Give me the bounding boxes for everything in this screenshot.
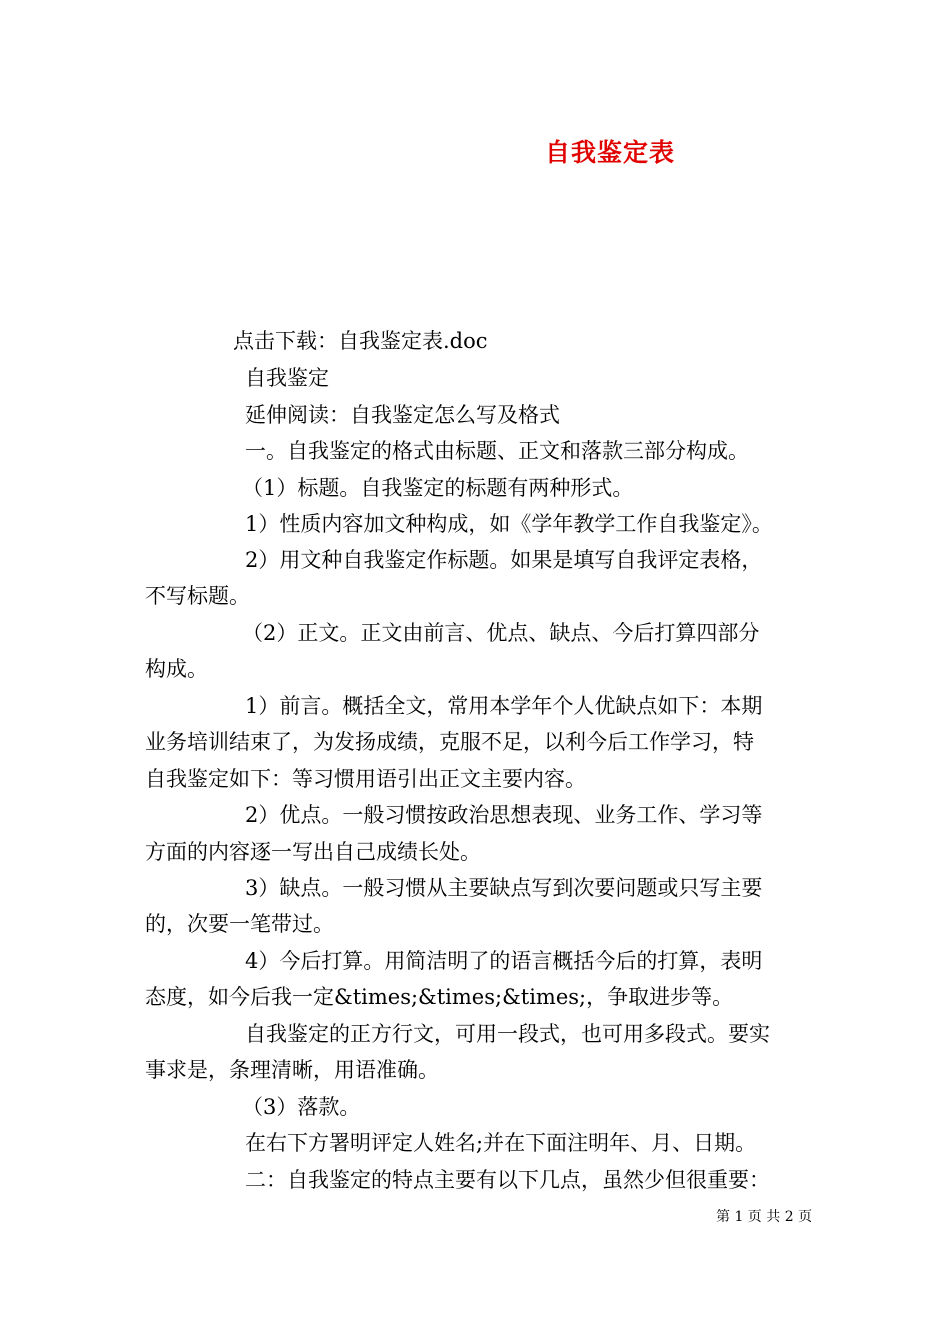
text-line: （1）标题。自我鉴定的标题有两种形式。 bbox=[242, 476, 634, 500]
text-line: 1）性质内容加文种构成，如《学年教学工作自我鉴定》。 bbox=[245, 512, 773, 536]
text-line: 1）前言。概括全文，常用本学年个人优缺点如下：本期 bbox=[245, 694, 763, 718]
document-title: 自我鉴定表 bbox=[544, 138, 675, 167]
text-line: 方面的内容逐一写出自己成绩长处。 bbox=[145, 840, 481, 864]
text-line: （3）落款。 bbox=[242, 1095, 361, 1119]
text-line: 自我鉴定 bbox=[245, 366, 329, 390]
text-line: （2）正文。正文由前言、优点、缺点、今后打算四部分 bbox=[242, 621, 760, 645]
text-line: 不写标题。 bbox=[145, 584, 250, 608]
text-line: 3）缺点。一般习惯从主要缺点写到次要问题或只写主要 bbox=[245, 876, 763, 900]
text-line: 4）今后打算。用简洁明了的语言概括今后的打算，表明 bbox=[245, 949, 763, 973]
text-line: 事求是，条理清晰，用语准确。 bbox=[145, 1058, 439, 1082]
text-line: 自我鉴定的正方行文，可用一段式，也可用多段式。要实 bbox=[245, 1022, 770, 1046]
page-footer: 第 1 页 共 2 页 bbox=[716, 1209, 813, 1225]
text-line: 自我鉴定如下：等习惯用语引出正文主要内容。 bbox=[145, 767, 586, 791]
text-line: 2）优点。一般习惯按政治思想表现、业务工作、学习等 bbox=[245, 803, 763, 827]
text-line: 的，次要一笔带过。 bbox=[145, 912, 334, 936]
text-line: 点击下载：自我鉴定表.doc bbox=[233, 329, 488, 353]
text-line: 在右下方署明评定人姓名;并在下面注明年、月、日期。 bbox=[245, 1131, 757, 1155]
text-line: 构成。 bbox=[145, 657, 208, 681]
text-line: 一。自我鉴定的格式由标题、正文和落款三部分构成。 bbox=[245, 439, 749, 463]
text-line: 延伸阅读：自我鉴定怎么写及格式 bbox=[245, 403, 560, 427]
text-line: 业务培训结束了，为发扬成绩，克服不足，以利今后工作学习，特 bbox=[145, 730, 754, 754]
text-line: 二：自我鉴定的特点主要有以下几点，虽然少但很重要： bbox=[245, 1168, 770, 1192]
text-line: 2）用文种自我鉴定作标题。如果是填写自我评定表格， bbox=[245, 548, 763, 572]
text-line: 态度，如今后我一定&times;&times;&times;，争取进步等。 bbox=[145, 985, 734, 1009]
